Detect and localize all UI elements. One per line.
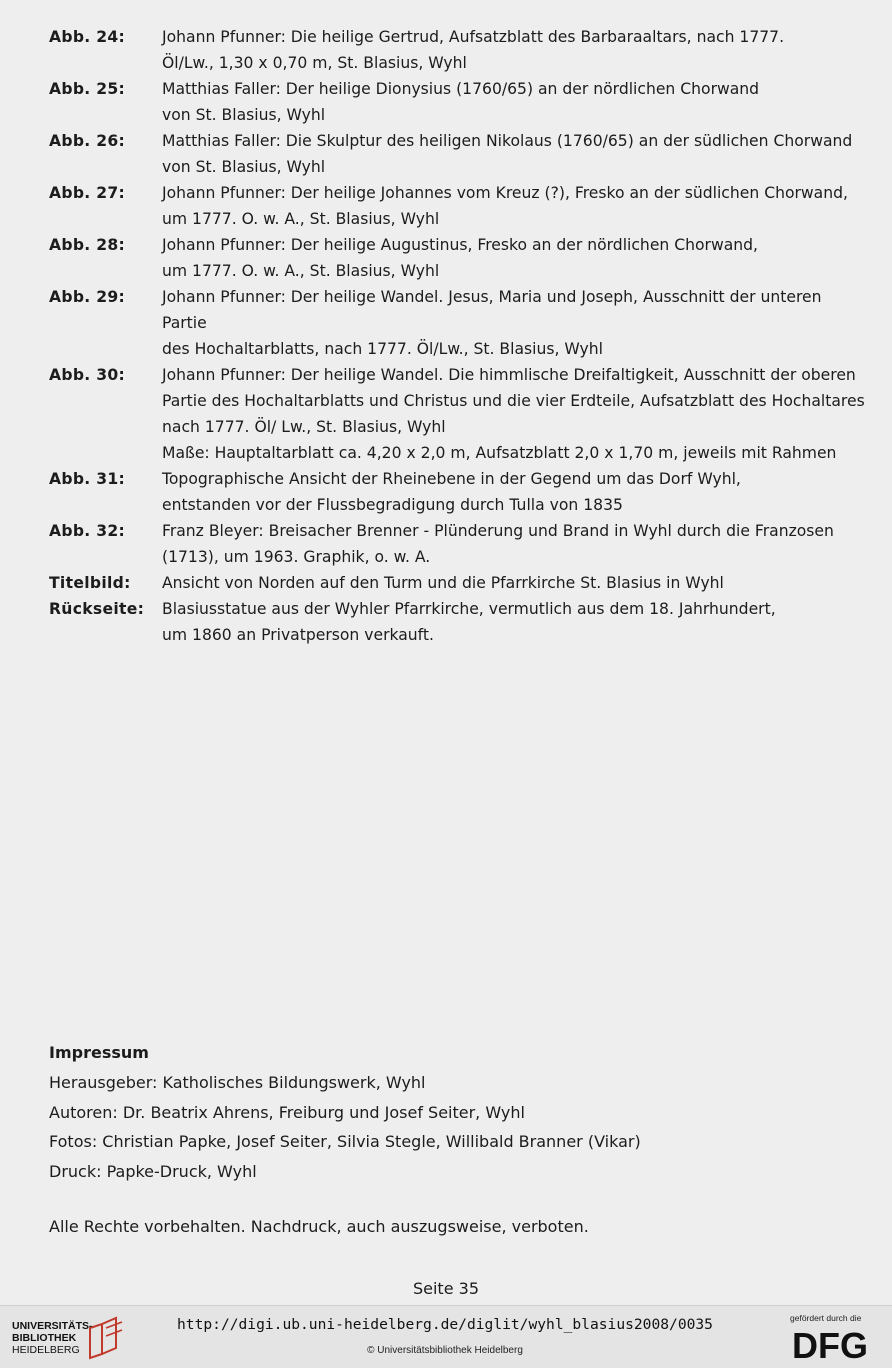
caption-entry xyxy=(49,232,869,284)
dfg-funding-label: gefördert durch die xyxy=(790,1313,862,1323)
caption-entry xyxy=(49,518,869,570)
caption-text: Ansicht von Norden auf den Turm und die Pfarrkirche St. Blasius in Wyhl xyxy=(162,574,724,592)
caption-text: Matthias Faller: Die Skulptur des heiligen Nikolaus (1760/65) an der südlichen Chorwand von St. Blasius, Wyhl xyxy=(162,132,853,176)
caption-text: Matthias Faller: Der heilige Dionysius (1760/65) an der nördlichen Chorwand von St. Blasius, Wyhl xyxy=(162,80,760,124)
logo-line-1: UNIVERSITÄTS- xyxy=(12,1320,93,1332)
caption-text: Johann Pfunner: Der heilige Wandel. Die himmlische Dreifaltigkeit, Ausschnitt der oberen Partie des Hochaltarblatts und Christus und die vier Erdteile, Aufsatzblatt des Hochaltares nach 1777. Öl/ Lw., St. Blasius, Wyhl Maße: Hauptaltarblatt ca. 4,20 x 2,0 m, Aufsatzblatt 2,0 x 1,70 m, jeweils mit Rahmen xyxy=(162,366,865,462)
caption-text: Johann Pfunner: Der heilige Wandel. Jesus, Maria und Joseph, Ausschnitt der unteren Partie des Hochaltarblatts, nach 1777. Öl/Lw., St. Blasius, Wyhl xyxy=(162,288,822,358)
page-number: Seite 35 xyxy=(412,1279,479,1298)
caption-label: Titelbild: xyxy=(49,574,131,592)
caption-list xyxy=(49,24,869,648)
footer-bar xyxy=(0,1305,892,1368)
caption-entry xyxy=(49,284,869,362)
ub-logo-mark-icon xyxy=(86,1314,128,1362)
impressum-authors: Autoren: Dr. Beatrix Ahrens, Freiburg und Josef Seiter, Wyhl xyxy=(49,1102,525,1122)
caption-entry xyxy=(49,596,869,648)
caption-label: Abb. 32: xyxy=(49,522,126,540)
caption-label: Abb. 24: xyxy=(49,28,126,46)
impressum-photos: Fotos: Christian Papke, Josef Seiter, Silvia Stegle, Willibald Branner (Vikar) xyxy=(49,1132,641,1151)
caption-label: Abb. 31: xyxy=(49,470,126,488)
caption-entry xyxy=(49,466,869,518)
caption-entry xyxy=(49,24,869,76)
caption-entry xyxy=(49,180,869,232)
logo-line-3: HEIDELBERG xyxy=(12,1344,80,1356)
impressum-print: Druck: Papke-Druck, Wyhl xyxy=(49,1161,257,1181)
caption-text: Johann Pfunner: Der heilige Augustinus, Fresko an der nördlichen Chorwand, um 1777. O. w. A., St. Blasius, Wyhl xyxy=(162,236,759,280)
logo-line-2: BIBLIOTHEK xyxy=(12,1332,77,1344)
caption-label: Abb. 30: xyxy=(49,366,126,384)
rights-notice: Alle Rechte vorbehalten. Nachdruck, auch auszugsweise, verboten. xyxy=(49,1217,589,1236)
caption-entry xyxy=(49,128,869,180)
permalink-url[interactable]: http://digi.ub.uni-heidelberg.de/diglit/wyhl_blasius2008/0035 xyxy=(177,1316,713,1333)
caption-label: Abb. 28: xyxy=(49,236,126,254)
dfg-logo-text: DFG xyxy=(792,1326,868,1362)
impressum-section xyxy=(49,1038,749,1242)
caption-entry xyxy=(49,76,869,128)
caption-text: Johann Pfunner: Der heilige Johannes vom Kreuz (?), Fresko an der südlichen Chorwand, um 1777. O. w. A., St. Blasius, Wyhl xyxy=(162,184,848,228)
caption-text: Johann Pfunner: Die heilige Gertrud, Aufsatzblatt des Barbaraaltars, nach 1777. Öl/Lw., 1,30 x 0,70 m, St. Blasius, Wyhl xyxy=(162,28,785,72)
caption-label: Abb. 25: xyxy=(49,80,126,98)
caption-label: Abb. 29: xyxy=(49,288,126,306)
caption-text: Blasiusstatue aus der Wyhler Pfarrkirche, vermutlich aus dem 18. Jahrhundert, um 1860 an Privatperson verkauft. xyxy=(162,600,776,644)
caption-label: Rückseite: xyxy=(49,600,145,618)
caption-entry xyxy=(49,570,869,596)
caption-text: Topographische Ansicht der Rheinebene in der Gegend um das Dorf Wyhl, entstanden vor der Flussbegradigung durch Tulla von 1835 xyxy=(162,470,741,514)
caption-label: Abb. 27: xyxy=(49,184,126,202)
ub-heidelberg-logo[interactable] xyxy=(12,1320,93,1356)
caption-entry xyxy=(49,362,869,466)
impressum-publisher: Herausgeber: Katholisches Bildungswerk, Wyhl xyxy=(49,1073,426,1092)
impressum-heading: Impressum xyxy=(49,1043,149,1062)
caption-text: Franz Bleyer: Breisacher Brenner - Plünderung und Brand in Wyhl durch die Franzosen (1713), um 1963. Graphik, o. w. A. xyxy=(162,522,834,566)
dfg-logo[interactable] xyxy=(792,1326,882,1362)
caption-label: Abb. 26: xyxy=(49,132,126,150)
copyright-notice: © Universitätsbibliothek Heidelberg xyxy=(367,1345,523,1356)
